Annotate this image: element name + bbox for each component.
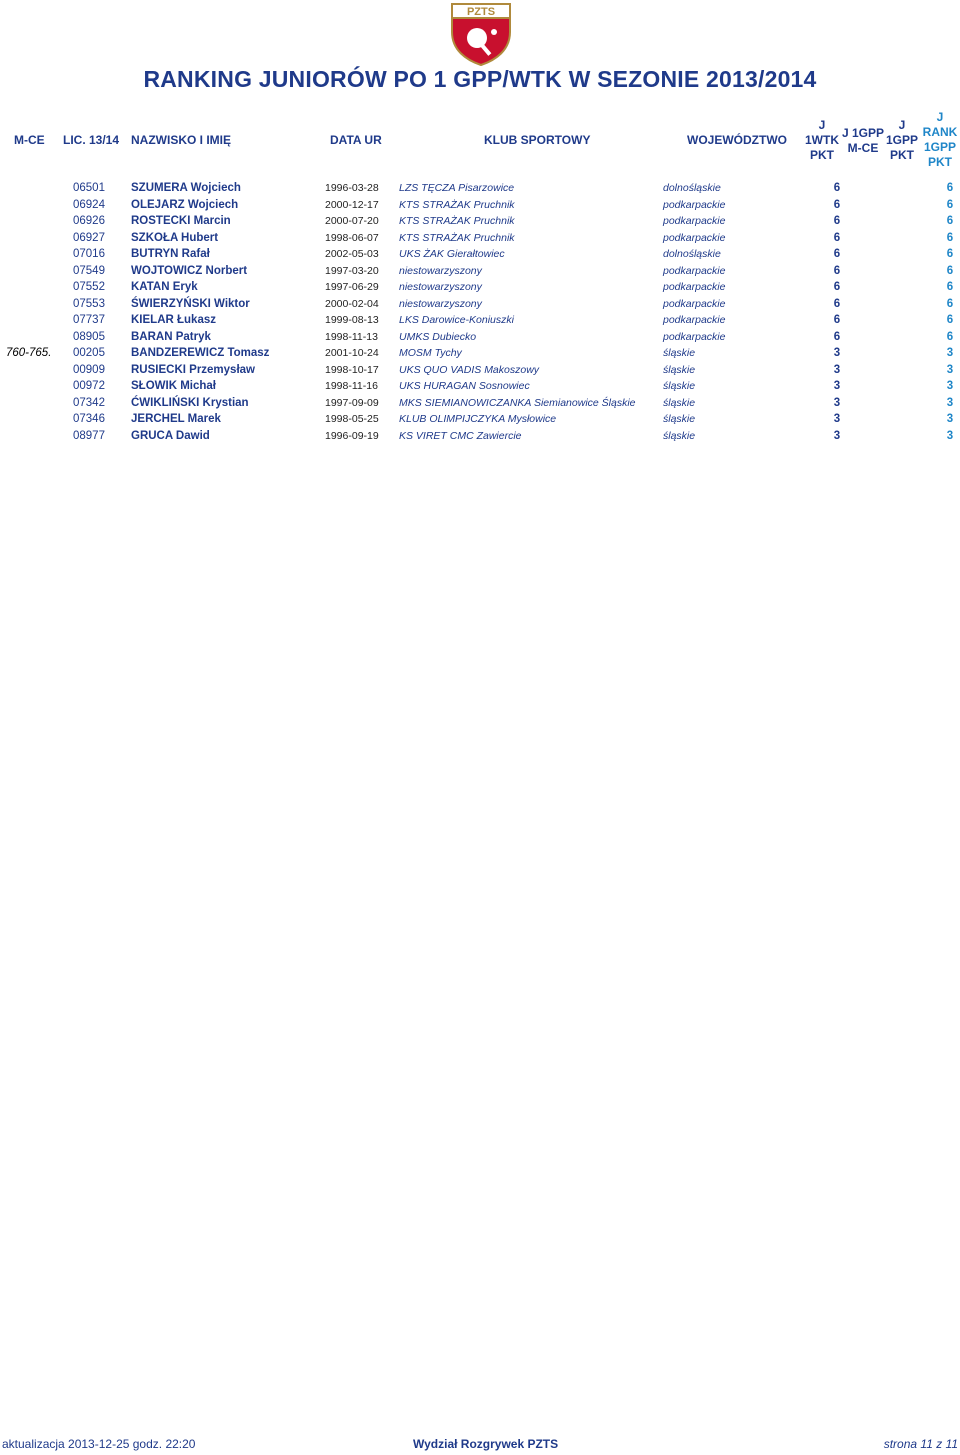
licence-number: 07016 bbox=[73, 248, 105, 260]
licence-number: 07552 bbox=[73, 281, 105, 293]
player-name: GRUCA Dawid bbox=[131, 429, 210, 442]
club-name: LZS TĘCZA Pisarzowice bbox=[399, 182, 515, 194]
player-name: BARAN Patryk bbox=[131, 330, 211, 343]
birth-date: 2001-10-24 bbox=[325, 347, 379, 359]
header-wtk-line3: PKT bbox=[810, 148, 834, 162]
player-name: SZUMERA Wojciech bbox=[131, 182, 241, 194]
rank-points: 3 bbox=[946, 380, 954, 392]
header-gpp-pkt-line2: 1GPP bbox=[885, 133, 918, 147]
header-rank bbox=[920, 110, 960, 170]
header-wtk-pkt bbox=[800, 118, 844, 163]
licence-number: 00909 bbox=[73, 363, 105, 376]
wtk-points: 6 bbox=[833, 248, 841, 260]
club-name: KTS STRAŻAK Pruchnik bbox=[399, 215, 515, 227]
rank-points: 6 bbox=[946, 281, 954, 293]
voivodeship: podkarpackie bbox=[663, 330, 726, 343]
wtk-points: 6 bbox=[833, 330, 841, 343]
voivodeship: podkarpackie bbox=[663, 297, 726, 310]
player-name: OLEJARZ Wojciech bbox=[131, 198, 239, 211]
birth-date: 1998-11-16 bbox=[325, 380, 378, 392]
club-name: UKS QUO VADIS Makoszowy bbox=[399, 363, 540, 376]
wtk-points: 6 bbox=[833, 264, 841, 277]
page-title: RANKING JUNIORÓW PO 1 GPP/WTK W SEZONIE 2013/2014 bbox=[143, 66, 817, 92]
footer-page: strona 11 z 11 bbox=[883, 1437, 958, 1451]
wtk-points: 6 bbox=[833, 297, 841, 310]
header-rank-line4: PKT bbox=[928, 155, 952, 169]
table-row bbox=[0, 411, 960, 428]
birth-date: 1996-09-19 bbox=[325, 429, 379, 442]
footer-dept: Wydział Rozgrywek PZTS bbox=[413, 1437, 559, 1451]
club-name: niestowarzyszony bbox=[399, 281, 482, 293]
header-mce: M-CE bbox=[14, 133, 45, 147]
voivodeship: podkarpackie bbox=[663, 231, 726, 244]
wtk-points: 3 bbox=[833, 413, 841, 425]
header-wtk-line1: J bbox=[818, 118, 826, 132]
voivodeship: śląskie bbox=[663, 347, 696, 359]
voivodeship: podkarpackie bbox=[663, 314, 726, 326]
header-gpp-mce-line1: J 1GPP bbox=[841, 126, 885, 140]
player-name: RUSIECKI Przemysław bbox=[131, 363, 255, 376]
rank-points: 3 bbox=[946, 363, 954, 376]
table-row bbox=[0, 345, 960, 362]
player-name: BUTRYN Rafał bbox=[131, 248, 210, 260]
table-row bbox=[0, 180, 960, 197]
club-name: KTS STRAŻAK Pruchnik bbox=[399, 231, 515, 244]
header-gpp-pkt-line1: J bbox=[898, 118, 906, 132]
header-rank-line3: 1GPP bbox=[923, 140, 956, 154]
club-name: UMKS Dubiecko bbox=[399, 330, 477, 343]
licence-number: 06927 bbox=[73, 231, 105, 244]
club-name: niestowarzyszony bbox=[399, 264, 482, 277]
player-name: SZKOŁA Hubert bbox=[131, 231, 219, 244]
header-gpp-mce bbox=[841, 126, 885, 156]
player-name: ROSTECKI Marcin bbox=[131, 215, 231, 227]
wtk-points: 6 bbox=[833, 231, 841, 244]
rank-points: 6 bbox=[946, 231, 954, 244]
table-row bbox=[0, 246, 960, 263]
table-row bbox=[0, 197, 960, 214]
table-row bbox=[0, 213, 960, 230]
birth-date: 2000-02-04 bbox=[325, 297, 379, 310]
table-row bbox=[0, 279, 960, 296]
licence-number: 07342 bbox=[73, 396, 105, 409]
header-lic: LIC. 13/14 bbox=[63, 133, 120, 147]
wtk-points: 6 bbox=[833, 198, 841, 211]
table-row bbox=[0, 230, 960, 247]
pzts-logo bbox=[448, 2, 514, 66]
player-name: SŁOWIK Michał bbox=[131, 380, 216, 392]
club-name: niestowarzyszony bbox=[399, 297, 482, 310]
licence-number: 08905 bbox=[73, 330, 105, 343]
voivodeship: podkarpackie bbox=[663, 215, 726, 227]
wtk-points: 3 bbox=[833, 363, 841, 376]
wtk-points: 3 bbox=[833, 380, 841, 392]
table-row bbox=[0, 395, 960, 412]
birth-date: 1998-10-17 bbox=[325, 363, 379, 376]
table-row bbox=[0, 329, 960, 346]
table-row bbox=[0, 362, 960, 379]
birth-date: 2000-07-20 bbox=[325, 215, 379, 227]
rank-points: 3 bbox=[946, 429, 954, 442]
ranking-table bbox=[0, 180, 960, 444]
voivodeship: śląskie bbox=[663, 396, 696, 409]
birth-date: 1998-11-13 bbox=[325, 330, 378, 343]
voivodeship: podkarpackie bbox=[663, 281, 726, 293]
header-woj: WOJEWÓDZTWO bbox=[687, 133, 787, 147]
licence-number: 08977 bbox=[73, 429, 105, 442]
licence-number: 07553 bbox=[73, 297, 105, 310]
table-row bbox=[0, 296, 960, 313]
voivodeship: śląskie bbox=[663, 413, 696, 425]
player-name: ĆWIKLIŃSKI Krystian bbox=[131, 396, 249, 409]
player-name: WOJTOWICZ Norbert bbox=[131, 264, 248, 277]
licence-number: 06924 bbox=[73, 198, 105, 211]
rank-points: 6 bbox=[946, 314, 954, 326]
player-name: KATAN Eryk bbox=[131, 281, 198, 293]
header-date: DATA UR bbox=[330, 133, 382, 147]
table-row bbox=[0, 312, 960, 329]
player-name: KIELAR Łukasz bbox=[131, 314, 216, 326]
voivodeship: podkarpackie bbox=[663, 198, 726, 211]
header-rank-line2: RANK bbox=[922, 125, 958, 139]
voivodeship: dolnośląskie bbox=[663, 248, 721, 260]
birth-date: 2000-12-17 bbox=[325, 198, 379, 211]
rank-points: 6 bbox=[946, 182, 954, 194]
header-club: KLUB SPORTOWY bbox=[484, 133, 591, 147]
svg-text:PZTS: PZTS bbox=[466, 6, 496, 18]
header-name: NAZWISKO I IMIĘ bbox=[131, 133, 231, 147]
voivodeship: śląskie bbox=[663, 429, 696, 442]
club-name: MOSM Tychy bbox=[399, 347, 462, 359]
player-name: JERCHEL Marek bbox=[131, 413, 221, 425]
table-row bbox=[0, 378, 960, 395]
rank-points: 6 bbox=[946, 248, 954, 260]
club-name: KLUB OLIMPIJCZYKA Mysłowice bbox=[399, 413, 557, 425]
birth-date: 1996-03-28 bbox=[325, 182, 379, 194]
club-name: KS VIRET CMC Zawiercie bbox=[399, 429, 522, 442]
birth-date: 1999-08-13 bbox=[325, 314, 379, 326]
player-name: ŚWIERZYŃSKI Wiktor bbox=[131, 297, 250, 310]
licence-number: 07346 bbox=[73, 413, 105, 425]
pzts-logo-icon bbox=[448, 2, 514, 66]
header-gpp-pkt-line3: PKT bbox=[890, 148, 914, 162]
licence-number: 07737 bbox=[73, 314, 105, 326]
table-row bbox=[0, 263, 960, 280]
licence-number: 00205 bbox=[73, 347, 105, 359]
club-name: LKS Darowice-Koniuszki bbox=[399, 314, 514, 326]
birth-date: 1998-06-07 bbox=[325, 231, 379, 244]
birth-date: 1997-09-09 bbox=[325, 396, 379, 409]
rank-points: 6 bbox=[946, 264, 954, 277]
wtk-points: 3 bbox=[833, 396, 841, 409]
header-wtk-line2: 1WTK bbox=[805, 133, 839, 147]
wtk-points: 6 bbox=[833, 182, 841, 194]
rank-points: 6 bbox=[946, 330, 954, 343]
wtk-points: 6 bbox=[833, 215, 841, 227]
club-name: UKS HURAGAN Sosnowiec bbox=[399, 380, 530, 392]
rank-position: 760-765. bbox=[6, 347, 52, 359]
voivodeship: śląskie bbox=[663, 380, 696, 392]
rank-points: 6 bbox=[946, 198, 954, 211]
header-gpp-pkt bbox=[882, 118, 922, 163]
licence-number: 07549 bbox=[73, 264, 105, 277]
club-name: UKS ŻAK Gierałtowiec bbox=[399, 248, 505, 260]
wtk-points: 3 bbox=[833, 347, 841, 359]
header-rank-line1: J bbox=[936, 110, 944, 124]
licence-number: 00972 bbox=[73, 380, 105, 392]
voivodeship: śląskie bbox=[663, 363, 696, 376]
voivodeship: podkarpackie bbox=[663, 264, 726, 277]
club-name: KTS STRAŻAK Pruchnik bbox=[399, 198, 515, 211]
wtk-points: 6 bbox=[833, 281, 841, 293]
footer-updated: aktualizacja 2013-12-25 godz. 22:20 bbox=[2, 1437, 196, 1451]
birth-date: 2002-05-03 bbox=[325, 248, 379, 260]
licence-number: 06501 bbox=[73, 182, 105, 194]
rank-points: 3 bbox=[946, 396, 954, 409]
rank-points: 3 bbox=[946, 347, 954, 359]
club-name: MKS SIEMIANOWICZANKA Siemianowice Śląskie bbox=[399, 396, 636, 409]
birth-date: 1997-03-20 bbox=[325, 264, 379, 277]
wtk-points: 6 bbox=[833, 314, 841, 326]
wtk-points: 3 bbox=[833, 429, 841, 442]
birth-date: 1998-05-25 bbox=[325, 413, 379, 425]
player-name: BANDZEREWICZ Tomasz bbox=[131, 347, 270, 359]
rank-points: 6 bbox=[946, 297, 954, 310]
birth-date: 1997-06-29 bbox=[325, 281, 379, 293]
rank-points: 3 bbox=[946, 413, 954, 425]
licence-number: 06926 bbox=[73, 215, 105, 227]
voivodeship: dolnośląskie bbox=[663, 182, 721, 194]
header-gpp-mce-line2: M-CE bbox=[847, 141, 879, 155]
rank-points: 6 bbox=[946, 215, 954, 227]
table-row bbox=[0, 428, 960, 445]
